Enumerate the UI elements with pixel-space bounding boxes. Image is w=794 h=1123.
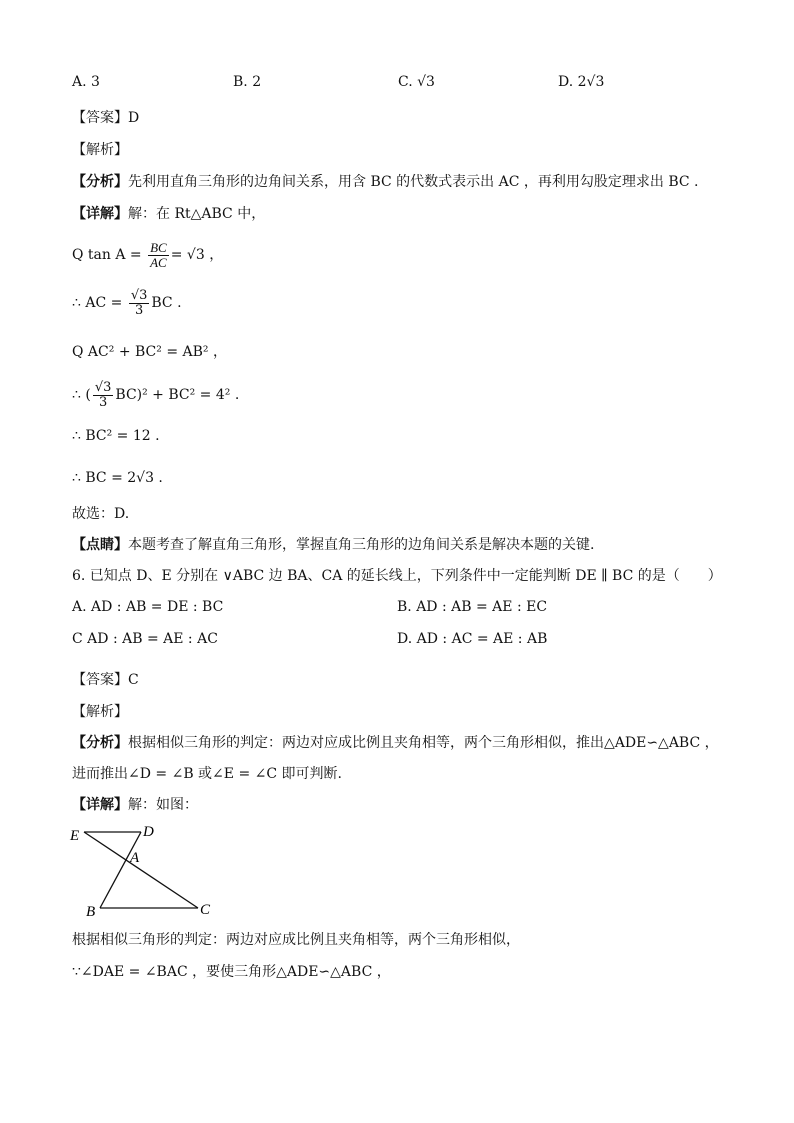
step-ac-pre: ∴ AC = (72, 295, 127, 311)
q6-analysis (72, 733, 719, 753)
option-b: B. 2 (233, 74, 262, 90)
q6-stem: 6. 已知点 D、E 分别在 ∨ABC 边 BA、CA 的延长线上，下列条件中一定能判断 DE ∥ BC 的是（ ） (72, 568, 722, 584)
q6-answer: 【答案】C (72, 672, 139, 688)
comment (72, 535, 594, 555)
label-a: A (130, 850, 140, 866)
step-sub-pre: ∴ ( (72, 387, 91, 403)
frac-num: √3 (94, 379, 112, 395)
frac-den: 3 (98, 394, 108, 410)
comment-tag: 【点睛】 (72, 537, 128, 553)
comment-text: 本题考查了解直角三角形，掌握直角三角形的边角间关系是解决本题的关键. (128, 537, 595, 553)
q6-option-d: D. AD : AC = AE : AB (397, 631, 548, 647)
q6-analysis-text1: 根据相似三角形的判定：两边对应成比例且夹角相等，两个三角形相似，推出△ADE∽△ABC ， (128, 735, 719, 751)
step-ac-post: BC . (151, 295, 182, 311)
option-c: C. √3 (398, 74, 435, 90)
step-bc: ∴ BC = 2√3 . (72, 470, 163, 486)
q6-detail-intro: 解：如图： (128, 797, 198, 813)
option-a: A. 3 (72, 74, 100, 90)
step-tan (72, 238, 223, 272)
q6-detail-tag: 【详解】 (72, 797, 128, 813)
step-pythagoras: Q AC² + BC² = AB² ， (72, 344, 227, 360)
step-bc-squared: ∴ BC² = 12 . (72, 428, 160, 444)
q6-option-b: B. AD : AB = AE : EC (397, 599, 548, 615)
frac-den: 3 (134, 302, 144, 318)
q6-jiexi: 【解析】 (72, 704, 128, 720)
step-tan-post: = √3 ， (170, 247, 224, 263)
frac-den: AC (150, 254, 167, 270)
detail (72, 204, 265, 224)
q6-line2: ∵∠DAE = ∠BAC ，要使三角形△ADE∽△ABC ， (72, 964, 391, 980)
q6-option-c: C AD : AB = AE : AC (72, 631, 218, 647)
label-c: C (200, 902, 211, 918)
analysis-text: 先利用直角三角形的边角间关系，用含 BC 的代数式表示出 AC ，再利用勾股定理求出 BC . (128, 174, 699, 190)
choose: 故选：D. (72, 506, 130, 522)
triangle-figure (66, 820, 226, 922)
frac-num: BC (150, 239, 167, 255)
q6-analysis-2: 进而推出∠D = ∠B 或∠E = ∠C 即可判断. (72, 766, 342, 782)
analysis-tag: 【分析】 (72, 174, 128, 190)
step-ac (72, 286, 182, 320)
detail-tag: 【详解】 (72, 206, 128, 222)
label-e: E (70, 828, 80, 844)
jiexi-heading: 【解析】 (72, 142, 128, 158)
label-b: B (86, 904, 96, 920)
q6-option-a: A. AD : AB = DE : BC (72, 599, 224, 615)
step-sub-post: BC)² + BC² = 4² . (115, 387, 240, 403)
answer: 【答案】D (72, 110, 140, 126)
detail-intro: 解：在 Rt△ABC 中， (128, 206, 266, 222)
segment-ec (84, 832, 198, 908)
label-d: D (143, 824, 154, 840)
fraction-bc-ac (148, 241, 169, 270)
frac-num: √3 (130, 287, 148, 303)
q6-line1: 根据相似三角形的判定：两边对应成比例且夹角相等，两个三角形相似， (72, 932, 520, 948)
option-d: D. 2√3 (558, 74, 605, 90)
step-tan-pre: Q tan A = (72, 247, 147, 263)
q6-detail (72, 795, 198, 815)
step-substitute (72, 378, 239, 412)
segment-db (100, 832, 141, 908)
fraction-sqrt3-3 (93, 381, 114, 410)
q6-analysis-tag: 【分析】 (72, 735, 128, 751)
analysis (72, 172, 699, 192)
fraction-sqrt3-3 (129, 289, 150, 318)
